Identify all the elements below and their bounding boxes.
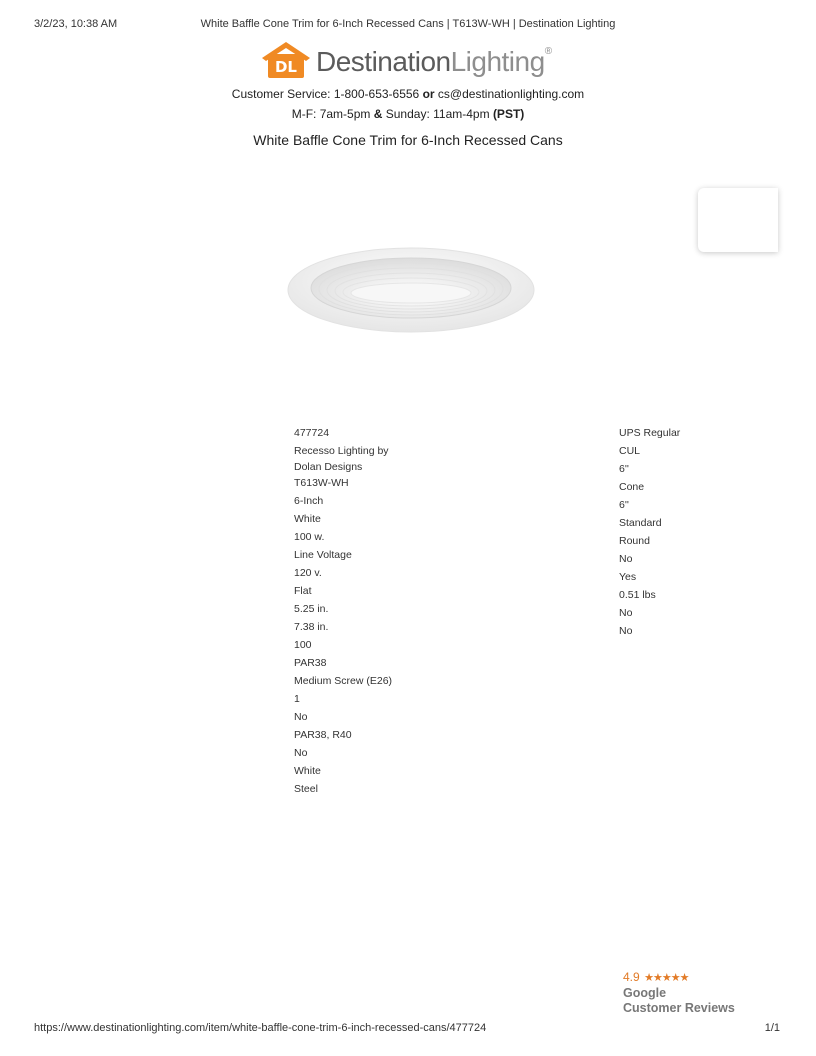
customer-reviews-label: Customer Reviews xyxy=(623,1001,735,1015)
product-title: White Baffle Cone Trim for 6-Inch Recessed Cans xyxy=(253,132,563,148)
spec-value: PAR38, R40 xyxy=(294,729,352,741)
print-page-number: 1/1 xyxy=(764,1022,780,1034)
spec-value: PAR38 xyxy=(294,657,327,669)
spec-value: 6'' xyxy=(619,463,629,475)
review-rating: 4.9 xyxy=(623,970,640,984)
spec-value: Steel xyxy=(294,783,318,795)
spec-value: 120 v. xyxy=(294,567,322,579)
logo-wordmark xyxy=(316,46,552,78)
sunday-hours: Sunday: 11am-4pm xyxy=(385,107,490,121)
spec-value: Flat xyxy=(294,585,312,597)
spec-value: No xyxy=(619,625,633,637)
logo-name-part2: Lighting xyxy=(450,46,545,77)
print-datetime: 3/2/23, 10:38 AM xyxy=(34,18,118,30)
spec-value: T613W-WH xyxy=(294,477,349,489)
print-page-url: https://www.destinationlighting.com/item/white-baffle-cone-trim-6-inch-recessed-cans/477724 xyxy=(34,1022,487,1034)
print-page-title: White Baffle Cone Trim for 6-Inch Recessed Cans | T613W-WH | Destination Lighting xyxy=(200,18,616,30)
spec-value: 100 w. xyxy=(294,531,325,543)
spec-value: White xyxy=(294,513,321,525)
destination-lighting-logo[interactable] xyxy=(260,40,560,84)
spec-value: White xyxy=(294,765,321,777)
spec-value: 477724 xyxy=(294,427,330,439)
weekday-hours: M-F: 7am-5pm xyxy=(291,107,371,121)
logo-name-part1: Destination xyxy=(316,46,451,77)
spec-value: Yes xyxy=(619,571,637,583)
customer-service-phone[interactable]: Customer Service: 1-800-653-6556 xyxy=(231,87,420,101)
customer-service-line xyxy=(0,87,816,101)
spec-value: Medium Screw (E26) xyxy=(294,675,393,687)
spec-value: Recesso Lighting by Dolan Designs xyxy=(294,445,389,473)
google-label: Google xyxy=(623,986,667,1000)
spec-value: Cone xyxy=(619,481,645,493)
spec-value: Line Voltage xyxy=(294,549,352,561)
spec-value: 1 xyxy=(294,693,300,705)
house-logo-icon xyxy=(260,40,312,80)
logo-mark-text: DL xyxy=(274,58,298,76)
spec-value: No xyxy=(619,607,633,619)
spec-value: UPS Regular xyxy=(619,427,681,439)
ampersand: & xyxy=(373,107,383,121)
timezone: (PST) xyxy=(492,107,525,121)
spec-value: 0.51 lbs xyxy=(619,589,656,601)
spec-value: 6-Inch xyxy=(294,495,324,507)
spec-value: Round xyxy=(619,535,650,547)
spec-value: No xyxy=(294,747,308,759)
google-reviews-badge[interactable] xyxy=(623,968,735,1016)
star-rating-icon: ★★★★★ xyxy=(644,972,689,984)
spec-value: 7.38 in. xyxy=(294,621,329,633)
spec-value: 100 xyxy=(294,639,312,651)
spec-value: 6'' xyxy=(619,499,629,511)
floating-side-card[interactable] xyxy=(698,188,778,252)
spec-value: No xyxy=(294,711,308,723)
product-image xyxy=(286,246,536,334)
customer-service-email[interactable]: cs@destinationlighting.com xyxy=(437,87,585,101)
spec-value: CUL xyxy=(619,445,641,457)
or-text: or xyxy=(422,87,435,101)
logo-registered: ® xyxy=(544,46,552,57)
business-hours-line xyxy=(0,107,816,121)
spec-value: 5.25 in. xyxy=(294,603,329,615)
spec-value: No xyxy=(619,553,633,565)
spec-value: Standard xyxy=(619,517,662,529)
